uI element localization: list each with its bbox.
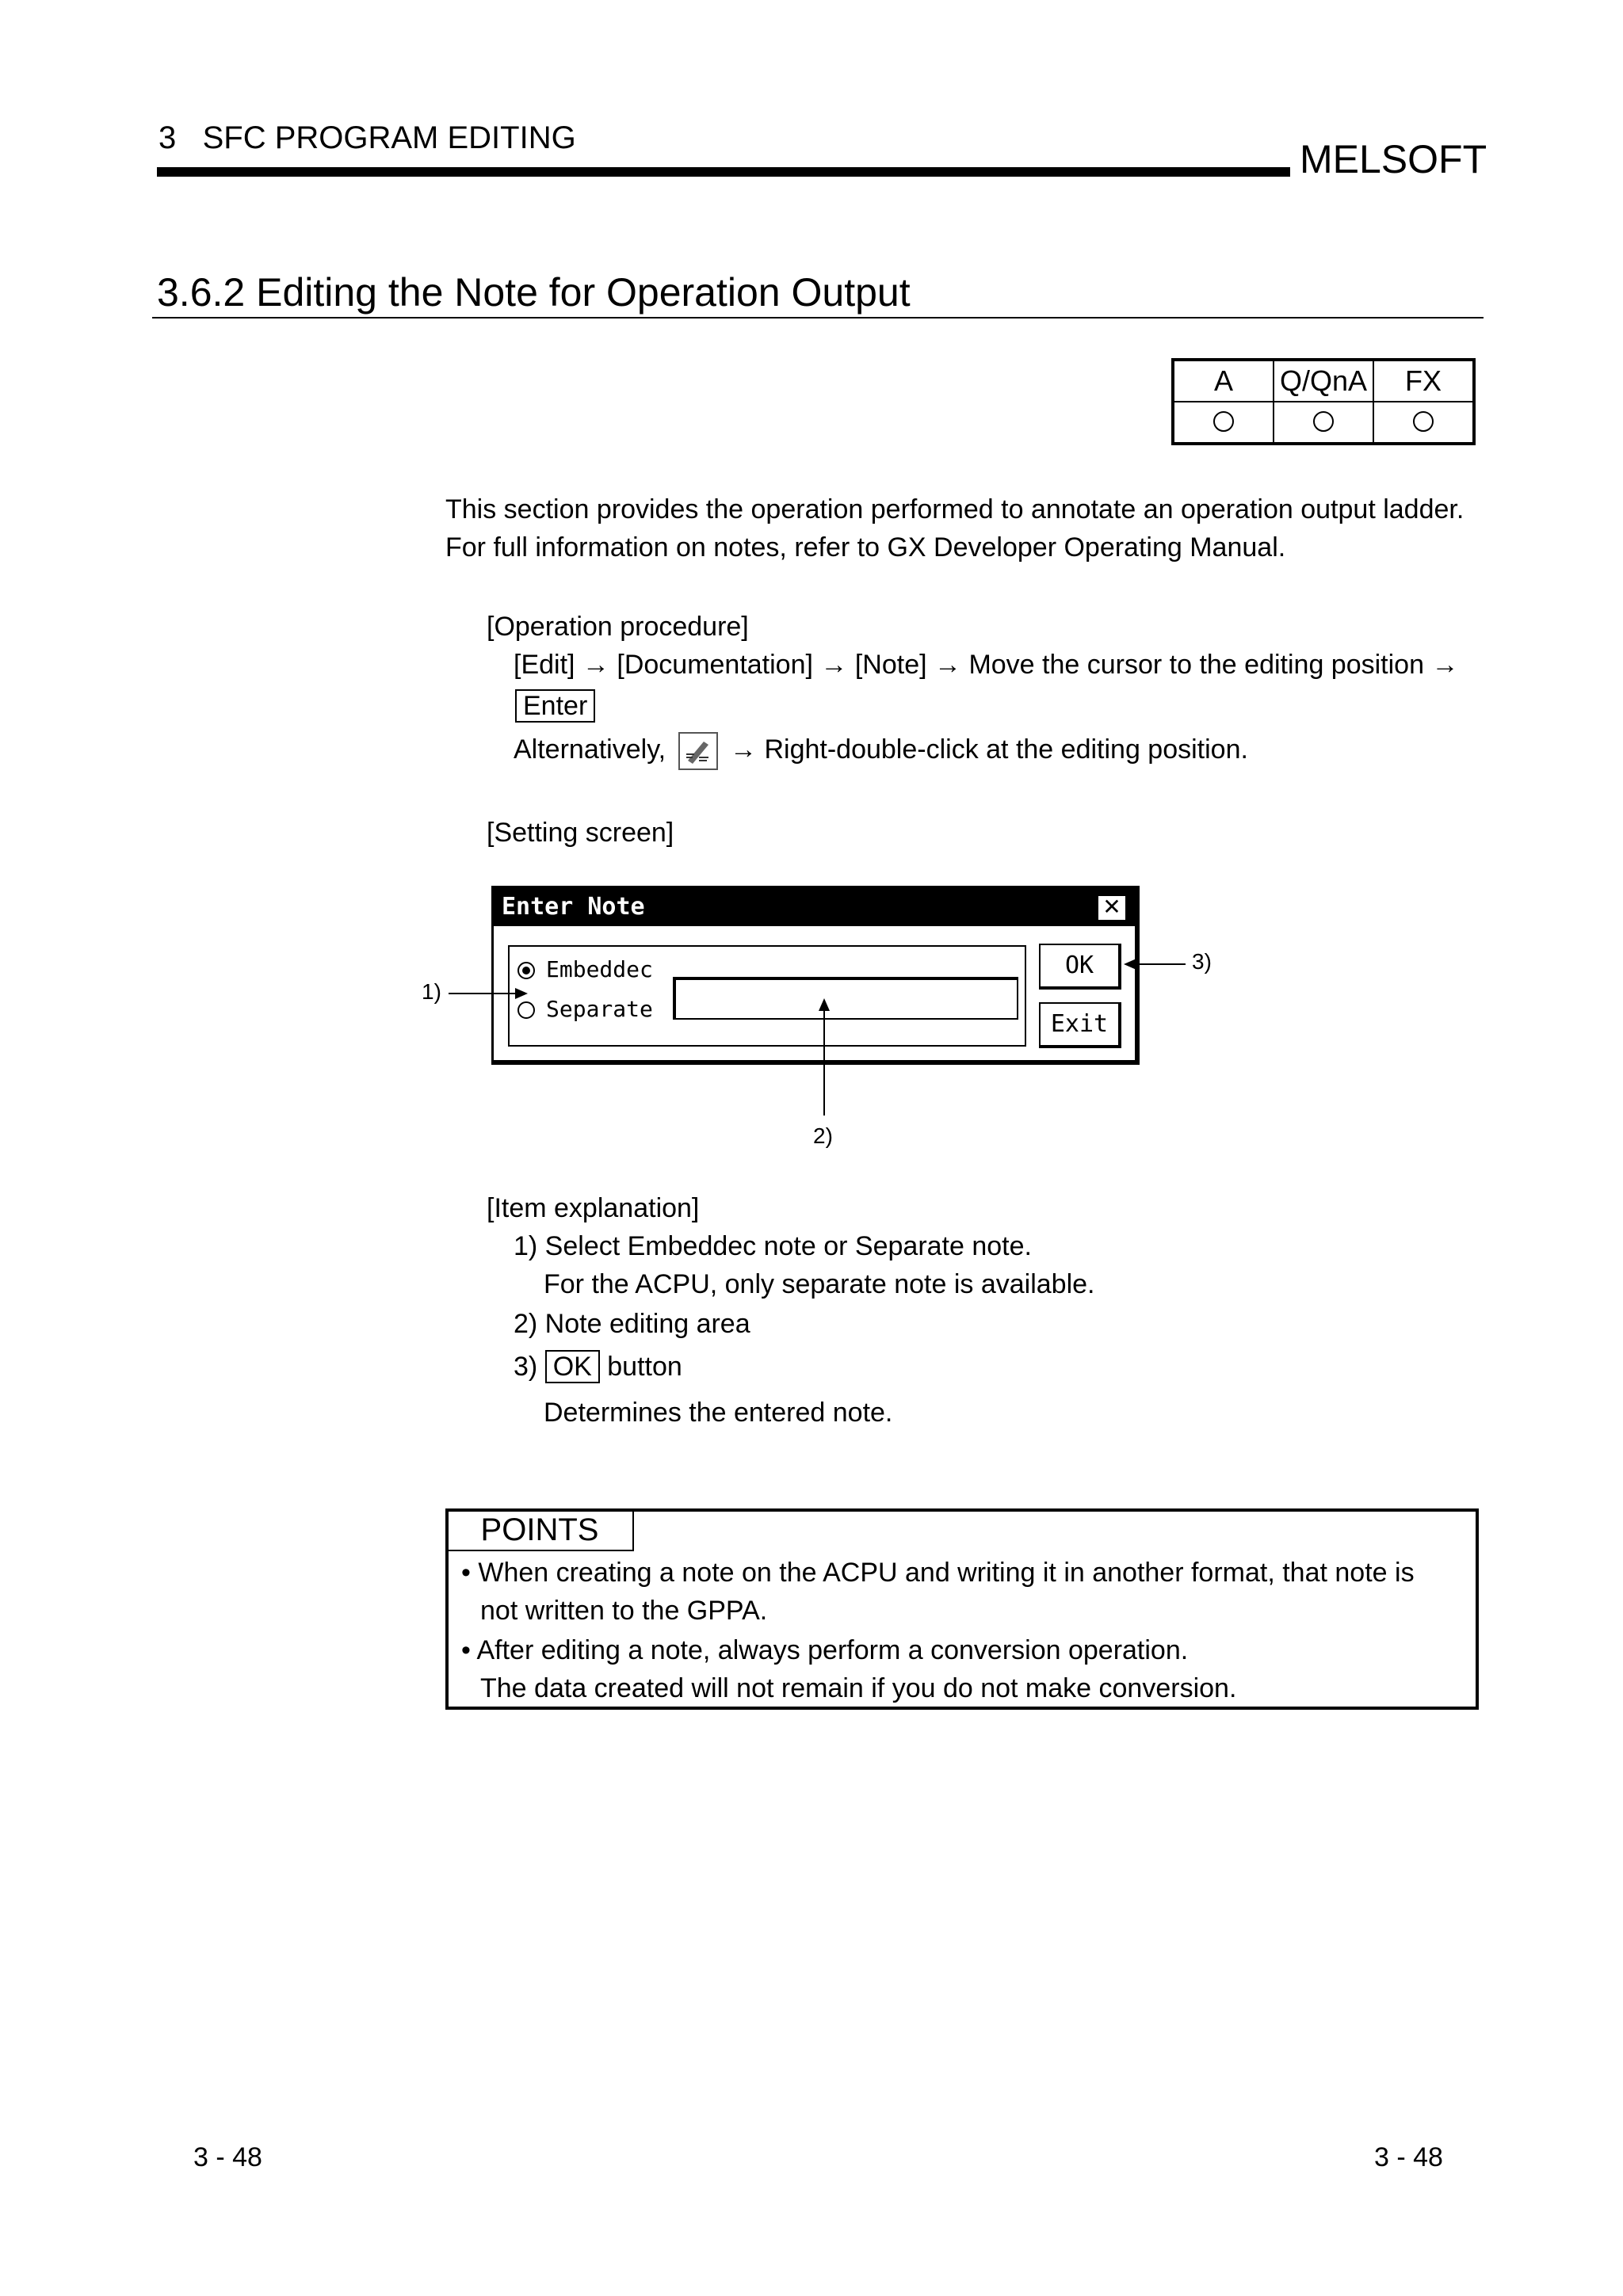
dialog-title: Enter Note [494,888,1135,926]
callout-2-label: 2) [813,1123,833,1148]
exit-button[interactable]: Exit [1039,1002,1121,1048]
applicability-mark-fx [1373,402,1474,444]
callout-1-arrow [515,988,528,999]
page-number-left: 3 - 48 [193,2142,262,2172]
section-rule [152,317,1484,318]
procedure-menu-path: [Edit] → [Documentation] → [Note] → Move the cursor to the editing position → [514,650,1459,680]
header-rule [157,167,1290,177]
ok-key: OK [545,1350,600,1383]
close-icon: ✕ [1102,894,1121,920]
applicability-mark-a [1173,402,1274,444]
points-line-1: • When creating a note on the ACPU and writing it in another format, that note is [461,1558,1415,1588]
callout-1-label: 1) [422,979,441,1004]
setting-screen-heading: [Setting screen] [487,818,674,848]
applicability-col-qna: Q/QnA [1274,360,1373,402]
section-title: 3.6.2 Editing the Note for Operation Output [157,270,911,315]
procedure-alternative [514,732,1248,770]
points-line-4: The data created will not remain if you do not make conversion. [480,1673,1237,1703]
note-type-group [508,945,1026,1047]
brand-label: MELSOFT [1300,137,1487,181]
enter-note-dialog [491,886,1140,1065]
callout-3-line [1136,963,1186,965]
alt-suffix: → Right-double-click at the editing position. [730,734,1248,765]
callout-2-arrow [819,998,830,1011]
intro-line-1: This section provides the operation performed to annotate an operation output ladder. [445,494,1465,524]
item-3-number: 3) [514,1352,538,1382]
ok-button[interactable]: OK [1039,944,1121,990]
radio-separate[interactable] [517,996,653,1022]
note-tool-icon [678,732,718,770]
item-1: 1) Select Embeddec note or Separate note. [514,1231,1032,1261]
applicability-table [1171,358,1476,445]
item-2: 2) Note editing area [514,1309,750,1339]
item-3-note: Determines the entered note. [544,1398,893,1428]
alt-prefix: Alternatively, [514,734,666,765]
radio-separate-label: Separate [546,996,653,1022]
close-button[interactable] [1097,894,1127,921]
callout-2-line [823,1011,825,1116]
radio-unselected-icon [517,1001,535,1019]
item-explanation-heading: [Item explanation] [487,1193,700,1223]
chapter-heading: 3 SFC PROGRAM EDITING [158,120,576,155]
circle-icon [1213,411,1234,432]
item-3 [514,1350,682,1383]
callout-3-label: 3) [1192,949,1212,974]
radio-embedded-label: Embeddec [546,956,653,982]
page-number-right: 3 - 48 [1374,2142,1443,2172]
item-1-note: For the ACPU, only separate note is available. [544,1269,1095,1299]
points-tab: POINTS [447,1510,634,1551]
enter-key-label [515,689,595,723]
applicability-col-fx: FX [1373,360,1474,402]
applicability-col-a: A [1173,360,1274,402]
callout-1-line [449,993,515,994]
circle-icon [1313,411,1334,432]
radio-selected-icon [517,962,535,979]
note-editing-input[interactable] [673,977,1018,1020]
points-line-2: not written to the GPPA. [480,1596,768,1626]
points-line-3: • After editing a note, always perform a conversion operation. [461,1635,1189,1665]
radio-embedded[interactable] [517,956,653,982]
circle-icon [1413,411,1434,432]
enter-key: Enter [515,689,595,723]
procedure-heading: [Operation procedure] [487,612,749,642]
item-3-suffix: button [607,1352,682,1382]
callout-3-arrow [1124,959,1136,970]
intro-line-2: For full information on notes, refer to GX Developer Operating Manual. [445,532,1286,563]
applicability-mark-qna [1274,402,1373,444]
